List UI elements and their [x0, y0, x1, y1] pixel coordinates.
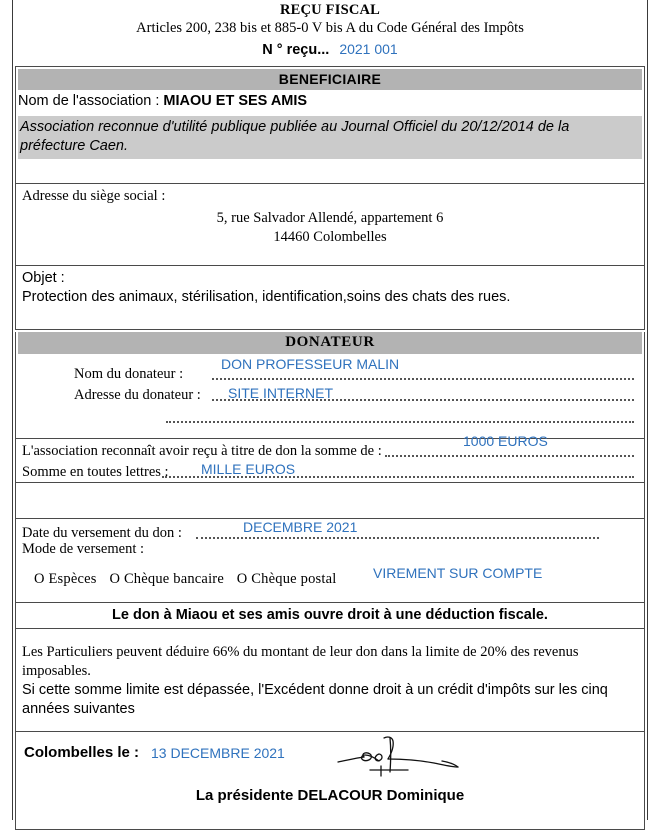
donator-section-title: DONATEUR	[18, 332, 642, 354]
purpose-section	[15, 266, 645, 330]
amount-dots	[385, 455, 634, 457]
donator-address-value[interactable]: SITE INTERNET	[228, 385, 334, 401]
amount-words-value[interactable]: MILLE EUROS	[201, 461, 296, 477]
headquarters-address-label: Adresse du siège social :	[22, 188, 166, 204]
amount-section	[15, 433, 645, 483]
payment-option-cheque-bancaire-label: Chèque bancaire	[123, 571, 224, 587]
radio-marker-cheque-bancaire: O	[109, 571, 121, 587]
amount-row	[16, 433, 644, 461]
payment-option-especes[interactable]	[34, 571, 97, 587]
purpose-value: Protection des animaux, stérilisation, identification,soins des chats des rues.	[22, 289, 511, 305]
payment-date-label: Date du versement du don :	[22, 525, 182, 541]
radio-marker-cheque-postal: O	[236, 571, 248, 587]
payment-date-value[interactable]: DECEMBRE 2021	[243, 519, 358, 535]
payment-mode-value[interactable]: VIREMENT SUR COMPTE	[373, 565, 543, 581]
president-name: La présidente DELACOUR Dominique	[195, 787, 465, 804]
page-title: REÇU FISCAL	[279, 2, 381, 18]
address-line-2: 14460 Colombelles	[273, 229, 387, 245]
association-public-utility-note: Association reconnue d'utilité publique publiée au Journal Officiel du 20/12/2014 de la préfecture Caen.	[18, 116, 642, 159]
donator-section	[15, 332, 645, 439]
association-name-row	[16, 90, 644, 113]
legal-line-4: années suivantes	[22, 701, 135, 717]
payment-section	[15, 519, 645, 603]
purpose-label: Objet :	[22, 270, 65, 286]
signature-city-label: Colombelles le :	[24, 744, 140, 761]
deduction-heading: Le don à Miaou et ses amis ouvre droit à une déduction fiscale.	[15, 603, 645, 629]
address-spacer	[16, 247, 644, 263]
association-name-value: MIAOU ET SES AMIS	[163, 93, 308, 109]
beneficiary-section	[15, 66, 645, 184]
payment-option-cheque-postal[interactable]	[237, 571, 337, 587]
radio-marker-especes: O	[34, 571, 45, 587]
receipt-number-value: 2021 001	[339, 41, 398, 57]
donator-name-dots	[212, 378, 634, 380]
payment-date-dots	[196, 537, 599, 539]
payment-mode-label: Mode de versement :	[22, 541, 145, 557]
fiscal-receipt-document	[15, 0, 645, 830]
receipt-number-label: N ° reçu...	[262, 42, 330, 58]
donator-address-row	[16, 384, 644, 405]
amount-value[interactable]: 1000 EUROS	[463, 433, 548, 449]
blank-spacer-row	[15, 483, 645, 519]
amount-words-row	[16, 461, 644, 482]
legal-articles-subtitle: Articles 200, 238 bis et 885-0 V bis A du Code Général des Impôts	[136, 20, 524, 36]
donator-extra-dots	[166, 421, 634, 423]
amount-label: L'association reconnaît avoir reçu à titre de don la somme de :	[22, 443, 382, 459]
legal-text-section	[15, 629, 645, 732]
donator-name-value[interactable]: DON PROFESSEUR MALIN	[221, 356, 400, 372]
address-line-1: 5, rue Salvador Allendé, appartement 6	[216, 210, 444, 226]
receipt-number-line	[15, 39, 645, 60]
association-name-label: Nom de l'association :	[18, 93, 160, 109]
donator-address-label: Adresse du donateur :	[74, 387, 201, 403]
donator-fields	[16, 354, 644, 438]
beneficiary-spacer	[16, 159, 644, 183]
document-header	[15, 0, 645, 66]
handwritten-signature-icon	[334, 734, 474, 787]
purpose-spacer	[22, 307, 644, 325]
headquarters-address-section	[15, 184, 645, 266]
amount-words-label: Somme en toutes lettres :	[22, 464, 169, 480]
payment-option-especes-label: Espèces	[48, 571, 97, 587]
donator-name-row	[16, 356, 644, 384]
payment-option-cheque-postal-label: Chèque postal	[251, 571, 337, 587]
donator-name-label: Nom du donateur :	[74, 366, 184, 382]
signature-section	[15, 732, 645, 830]
beneficiary-section-title: BENEFICIAIRE	[18, 69, 642, 90]
headquarters-address-lines	[16, 206, 644, 247]
signature-date-value[interactable]: 13 DECEMBRE 2021	[151, 745, 285, 761]
legal-line-3: Si cette somme limite est dépassée, l'Excédent donne droit à un crédit d'impôts sur les cinq	[22, 682, 608, 698]
donator-extra-line-row	[16, 405, 644, 427]
payment-mode-options	[34, 571, 345, 588]
legal-line-2: imposables.	[22, 663, 91, 679]
legal-line-1: Les Particuliers peuvent déduire 66% du montant de leur don dans la limite de 20% des revenus	[22, 644, 579, 660]
payment-option-cheque-bancaire[interactable]	[109, 571, 224, 587]
